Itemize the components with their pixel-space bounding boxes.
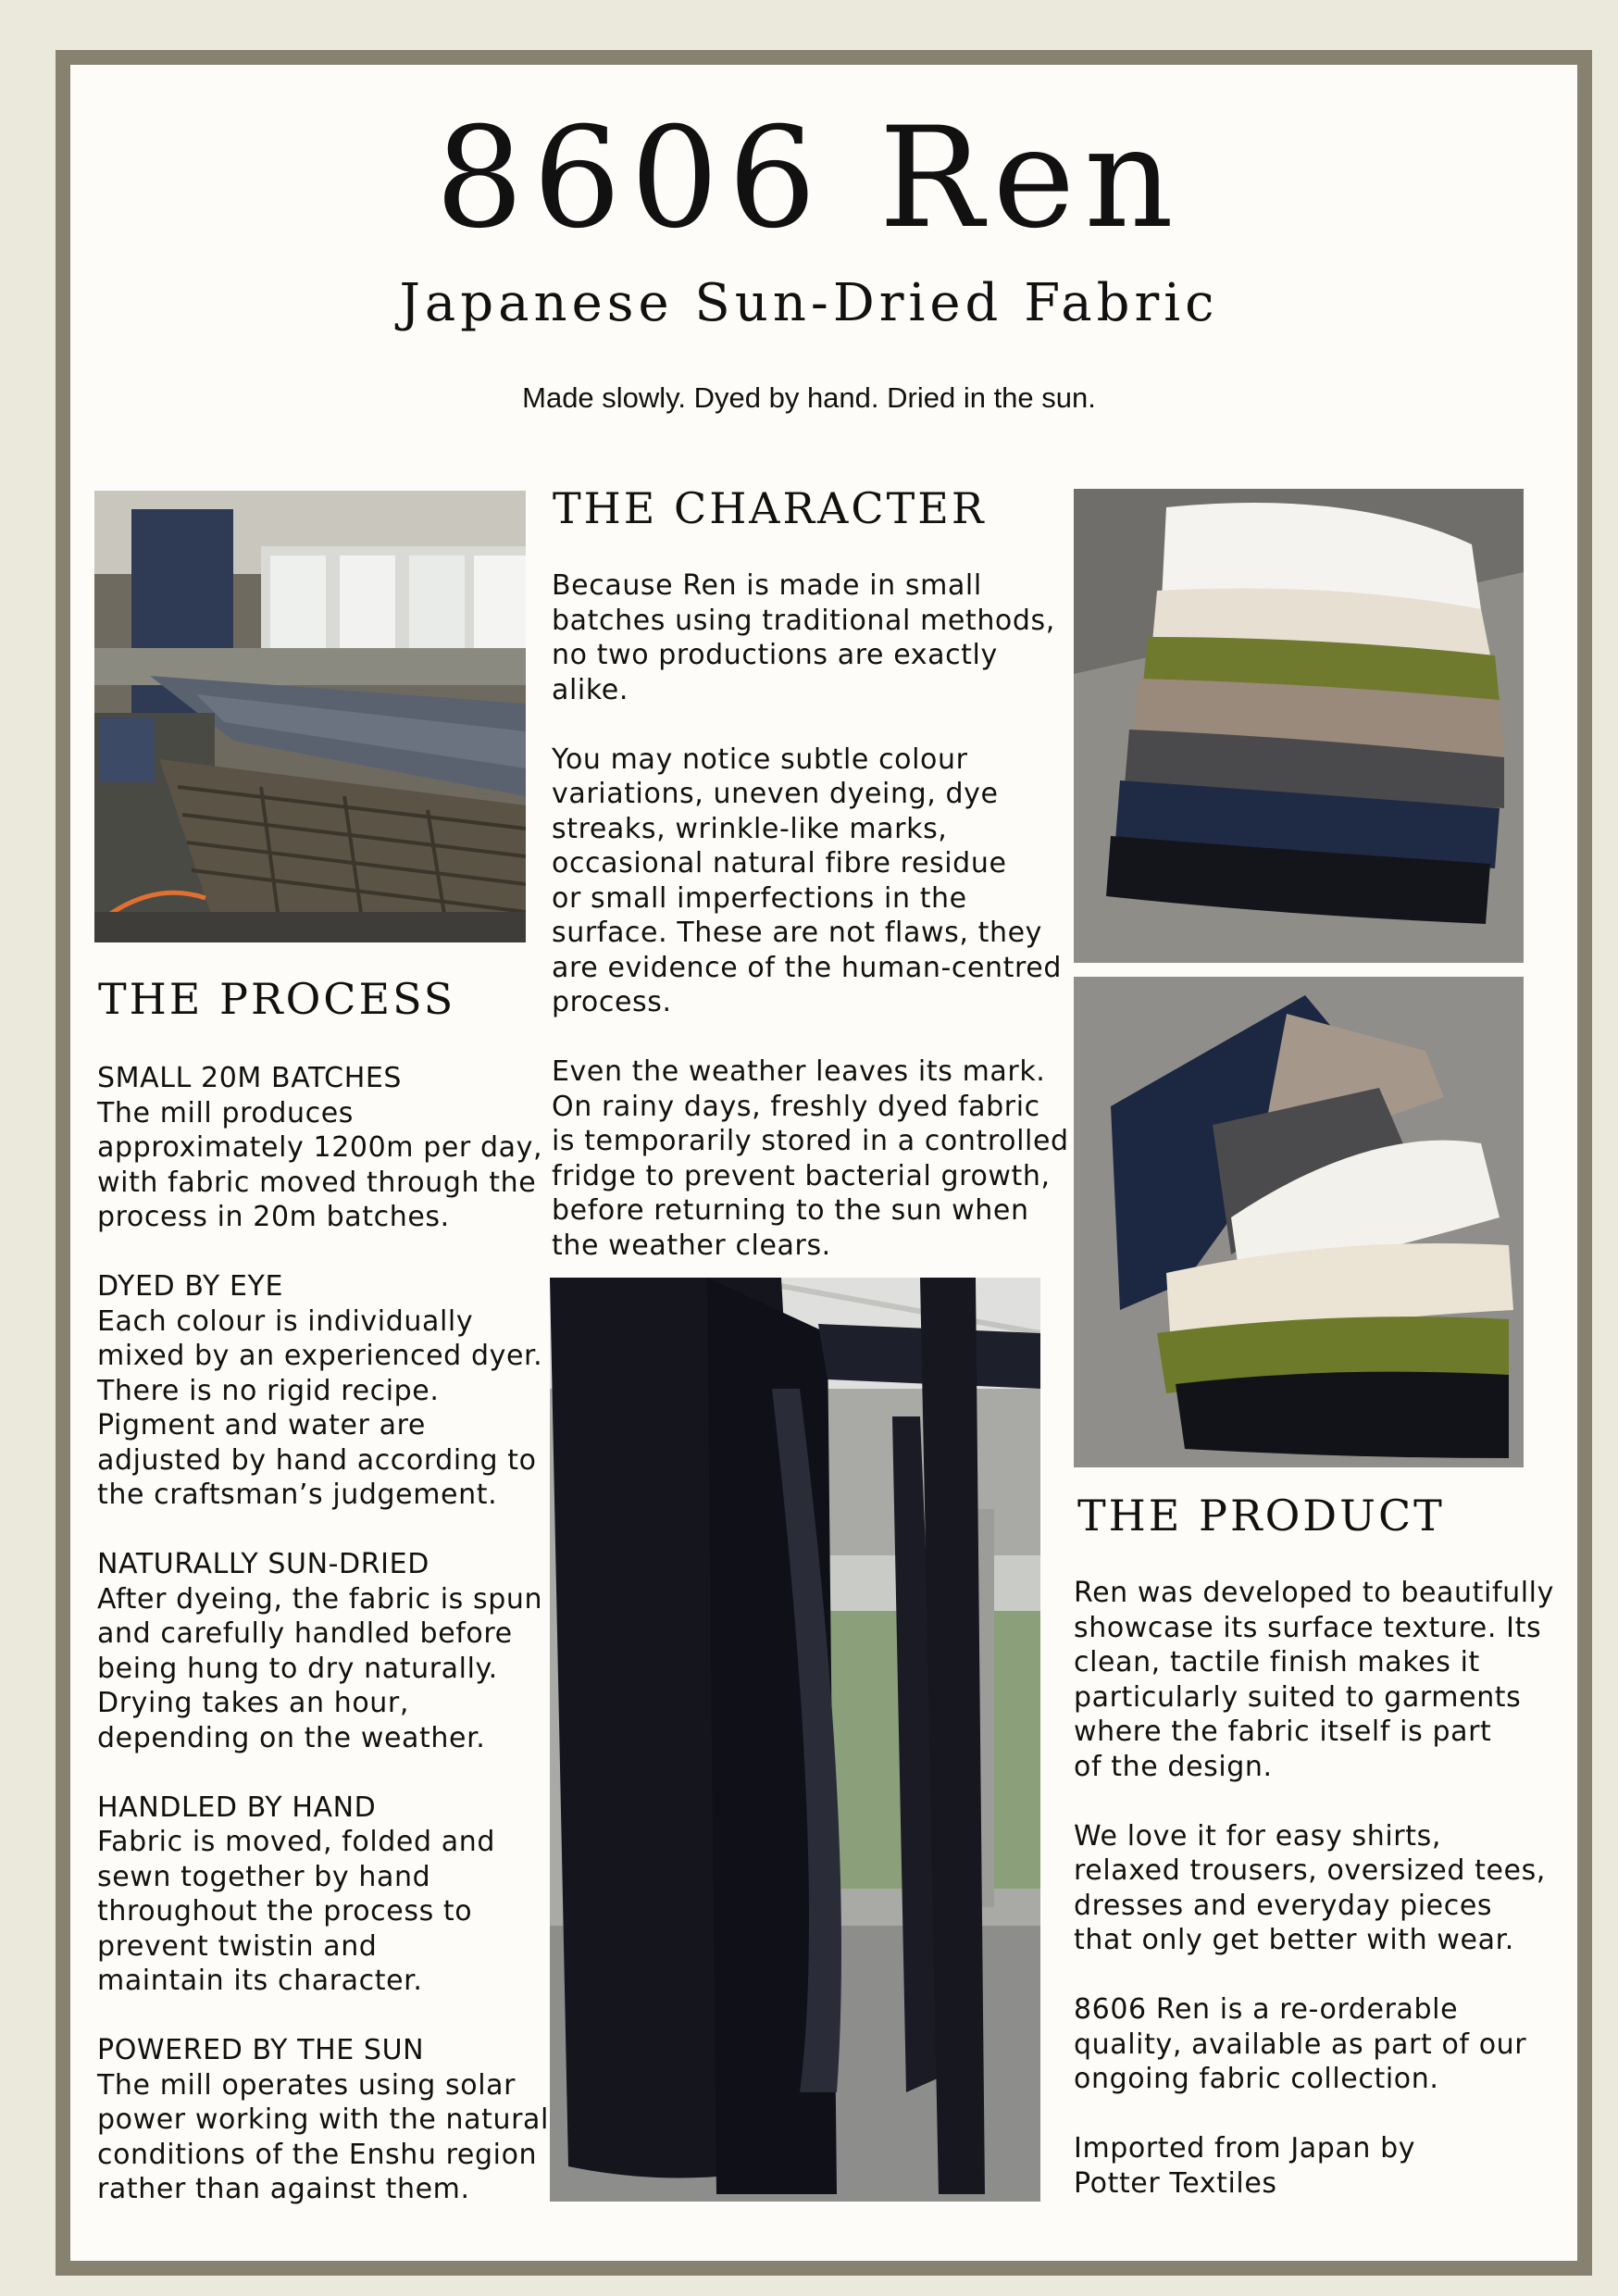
product-text [1074,1576,1555,2201]
character-text [552,568,1070,1263]
process-section [97,1061,560,1235]
character-paragraph: Because Ren is made in small batches using traditional methods, no two productions are exactly alike. [552,569,1055,706]
product-paragraph: We love it for easy shirts, relaxed trousers, oversized tees, dresses and everyday pieces that only get better with wear. [1074,1819,1546,1956]
process-section [97,1547,560,1755]
process-section-text: The mill produces approximately 1200m per day, with fabric moved through the process in 20m batches. [97,1096,543,1233]
mill-machinery-photo [94,491,526,942]
process-sections [97,1061,560,2207]
character-heading: THE CHARACTER [553,483,987,533]
process-section-text: The mill operates using solar power working with the natural conditions of the Enshu region rather than against them. [97,2068,549,2205]
process-section-title: NATURALLY SUN-DRIED [97,1548,429,1580]
process-heading: THE PROCESS [98,974,456,1024]
character-paragraph: Even the weather leaves its mark. On rainy days, freshly dyed fabric is temporarily stored in a controlled fridge to prevent bacterial growth, before returning to the sun when the weather clears. [552,1055,1069,1262]
tagline: Made slowly. Dyed by hand. Dried in the sun. [522,381,1096,414]
process-section-text: After dyeing, the fabric is spun and carefully handled before being hung to dry naturally. Drying takes an hour, depending on the weather. [97,1582,543,1754]
character-paragraph: You may notice subtle colour variations, uneven dyeing, dye streaks, wrinkle-like marks, occasional natural fibre residue or small imperfections in the surface. These are not flaws, they are evidence of the human-centred process. [552,742,1062,1018]
product-paragraph: Imported from Japan by Potter Textiles [1074,2132,1416,2200]
page-subtitle: Japanese Sun-Dried Fabric [399,273,1219,333]
process-section [97,1791,560,1999]
product-heading: THE PRODUCT [1077,1491,1445,1541]
process-section-title: DYED BY EYE [97,1270,284,1303]
product-paragraph: Ren was developed to beautifully showcase its surface texture. Its clean, tactile finish makes it particularly suited to garments where the fabric itself is part of the design. [1074,1577,1554,1783]
process-section-title: HANDLED BY HAND [97,1791,377,1824]
process-section-text: Each colour is individually mixed by an experienced dyer. There is no rigid recipe. Pigment and water are adjusted by hand according to the craftsman’s judgement. [97,1304,543,1511]
process-section [97,2033,560,2207]
product-paragraph: 8606 Ren is a re-orderable quality, available as part of our ongoing fabric collection. [1074,1993,1527,2095]
process-section-title: POWERED BY THE SUN [97,2034,425,2066]
folded-fabric-stack-photo [1074,489,1524,963]
process-section-text: Fabric is moved, folded and sewn together by hand throughout the process to prevent twistin and maintain its character. [97,1826,496,1997]
page-title: 8606 Ren [435,98,1183,259]
hanging-fabric-photo [550,1278,1040,2202]
process-section-title: SMALL 20M BATCHES [97,1062,403,1094]
fanned-fabric-photo [1074,977,1524,1467]
process-section [97,1269,560,1513]
